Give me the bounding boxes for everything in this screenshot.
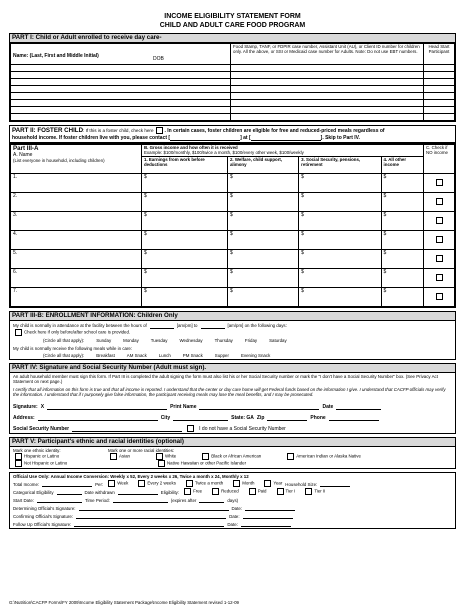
no-income-header: C. Check if NO income [424,145,455,174]
signature-field[interactable] [47,403,167,410]
eligibility-tier-checkbox[interactable] [212,488,219,495]
city-field[interactable] [173,414,228,421]
determining-date-label: Date: [231,506,242,512]
eligibility-tier-wrapper [247,488,267,495]
meals-row [13,353,452,358]
no-income-cell [424,287,455,306]
participant-row [11,65,455,72]
no-ssn-label: I do not have a Social Security Number [199,425,286,432]
form-subtitle: CHILD AND ADULT CARE FOOD PROGRAM [159,22,306,29]
case-number-cell[interactable] [231,107,424,114]
ethnic-not-hispanic: Not Hispanic or Latino [24,460,68,466]
ssn-field[interactable] [72,425,182,432]
participant-name-cell[interactable] [11,65,231,72]
case-number-cell[interactable] [231,79,424,86]
part2-heading: PART II: FOSTER CHILD [12,126,84,134]
circle-meals-label: (Circle all that apply): [43,352,85,358]
part3a-title: Part III-A [13,145,39,152]
print-name-field[interactable] [199,403,319,410]
other-income-cell[interactable]: $ [381,173,423,192]
confirming-signature-field[interactable] [76,512,226,519]
day-option[interactable]: Wednesday [179,337,203,343]
am-pm-to: [am/pm] to [176,323,198,329]
confirming-date-label: Date: [229,514,240,520]
race-white: White [164,453,177,459]
member-name-cell[interactable] [11,230,142,249]
frequency-wrapper [231,480,254,487]
per-label: Per: [95,482,104,488]
frequency-checkbox[interactable] [233,480,240,487]
participant-name-cell[interactable] [11,79,231,86]
part3b-section [9,311,456,360]
no-income-checkbox[interactable] [436,198,443,205]
part5-section [9,437,456,469]
earnings-cell[interactable]: $ [142,287,228,306]
circle-days-label: (Circle all that apply): [43,337,85,343]
frequency-checkbox[interactable] [186,480,193,487]
case-number-cell[interactable] [231,93,424,100]
social-security-cell[interactable]: $ [299,173,381,192]
earnings-cell[interactable]: $ [142,192,228,211]
welfare-cell[interactable]: $ [227,230,298,249]
household-size-field[interactable] [320,480,350,487]
case-number-cell[interactable] [231,86,424,93]
no-income-cell [424,211,455,230]
zip-field[interactable] [267,414,307,421]
b-income-example: Example: $100/monthly, $100/twice a month, $100/every other week, $100/weekly [144,150,304,156]
categorical-label: Categorical Eligibility [13,490,54,496]
part4-instruction: An adult household member must sign this form. If Part III is completed the adult signing the form must also list his or her Social Security number or mark the "I don't have a Social Security Number" box. (See Privacy Act Statement on next page.) [13,374,438,385]
row-number: 5. [13,249,18,256]
total-income-field[interactable] [42,480,92,487]
member-name-cell[interactable] [11,192,142,211]
race-black: Black or African American [211,453,262,459]
dob-label: DOB [153,56,164,62]
part2-text4: ] at [ [240,135,251,141]
earnings-cell[interactable]: $ [142,173,228,192]
head-start-cell[interactable] [424,93,455,100]
part1-section [9,33,456,122]
date-label: Date [322,403,334,410]
frequency-wrapper [262,480,282,487]
other-income-cell[interactable]: $ [381,268,423,287]
earnings-cell[interactable]: $ [142,230,228,249]
participant-row [11,114,455,121]
part2-section [9,125,456,143]
name-label: Name: (Last, First and Middle Initial) [13,53,99,59]
other-income-cell[interactable]: $ [381,230,423,249]
no-income-checkbox[interactable] [436,274,443,281]
part3a-rows [11,173,455,306]
days-label: days) [227,498,239,504]
household-size-label: Household Size: [285,482,318,488]
ethnic-hispanic: Hispanic or Latino [24,453,60,459]
a-name-label: A. Name [13,152,33,158]
part2-text1: : If this is a foster child, check here [83,127,154,133]
other-income-cell[interactable]: $ [381,249,423,268]
after-school-checkbox[interactable] [15,329,22,336]
member-name-cell[interactable] [11,249,142,268]
conversion-text: Annual Income Conversion: Weekly x 52, Every 2 weeks x 26, Twice a month x 24, Monthly x 12 [50,474,249,480]
participant-row [11,93,455,100]
col-social-security: 3. Social Security, pensions, retirement [299,156,381,173]
participant-row [11,72,455,79]
ethnic-label: Mark one ethnic identity: [13,447,61,453]
other-income-cell[interactable]: $ [381,211,423,230]
start-hour-field[interactable] [150,322,174,329]
income-header [142,145,424,157]
participant-name-cell[interactable] [11,86,231,93]
head-start-cell[interactable] [424,65,455,72]
frequency-options [106,480,282,487]
frequency-wrapper [184,480,223,487]
part4-section [9,363,456,434]
col-welfare: 2. Welfare, child support, alimony [227,156,298,173]
case-number-cell[interactable] [231,100,424,107]
am-pm-days: [am/pm] on the following days: [227,323,287,329]
head-start-cell[interactable] [424,79,455,86]
no-income-cell [424,249,455,268]
print-name-label: Print Name [170,403,197,410]
other-income-cell[interactable]: $ [381,287,423,306]
part1-heading: PART I: Child or Adult enrolled to receive day care- [10,34,455,43]
signature-label: Signature: [13,403,38,410]
no-income-checkbox[interactable] [436,255,443,262]
part1-rows [11,65,455,121]
eligibility-label: Eligibility: [160,490,180,496]
col-earnings: 1. Earnings from work before deductions [142,156,228,173]
end-hour-field[interactable] [201,322,225,329]
social-security-cell[interactable]: $ [299,268,381,287]
participant-name-cell[interactable] [11,114,231,121]
eligibility-tier-wrapper [275,488,296,495]
contact-phone-field[interactable] [251,134,321,141]
participant-row [11,86,455,93]
head-start-cell[interactable] [424,72,455,79]
social-security-cell[interactable]: $ [299,249,381,268]
household-member-row [11,249,455,268]
race-pacific-islander: Native Hawaiian or other Pacific Islander [167,460,247,466]
official-label: Official Use Only: [13,474,50,480]
hispanic-checkbox[interactable] [15,453,22,460]
no-income-cell [424,192,455,211]
case-number-cell[interactable] [231,65,424,72]
date-field[interactable] [336,403,381,410]
racial-label: Mark one or more racial identities: [108,447,175,453]
determining-signature-field[interactable] [79,504,229,511]
confirming-label: Confirming Official's Signature: [13,514,74,520]
welfare-cell[interactable]: $ [227,173,298,192]
member-name-cell[interactable] [11,287,142,306]
total-income-label: Total Income: [13,482,40,488]
no-income-checkbox[interactable] [436,179,443,186]
member-name-cell[interactable] [11,211,142,230]
other-income-cell[interactable]: $ [381,192,423,211]
participant-name-cell[interactable] [11,93,231,100]
head-start-cell[interactable] [424,107,455,114]
eligibility-tier-wrapper [182,488,202,495]
household-member-row [11,230,455,249]
black-checkbox[interactable] [202,453,209,460]
row-number: 6. [13,268,18,275]
date-withdrawn-label: Date withdrawn [84,490,115,496]
footer-path: G:\Nutrition\CACFP Forms\FY 2009\Income Eligibility Statement Package\Income Eligibility Statement revised 1-12-09 [9,600,239,605]
head-start-header: Head Start Participant [424,44,455,65]
no-income-cell [424,230,455,249]
eligibility-options [182,488,325,495]
welfare-cell[interactable]: $ [227,211,298,230]
part3a-section [9,143,456,308]
welfare-cell[interactable]: $ [227,249,298,268]
follow-up-date-label: Date: [227,522,238,528]
no-income-cell [424,268,455,287]
eligibility-tier-checkbox[interactable] [277,488,284,495]
eligibility-tier-checkbox[interactable] [305,488,312,495]
asian-checkbox[interactable] [110,453,117,460]
participant-row [11,107,455,114]
row-number: 3. [13,211,18,218]
welfare-cell[interactable]: $ [227,268,298,287]
day-option[interactable]: Tuesday [150,337,168,343]
determining-date-field[interactable] [245,504,295,511]
eligibility-tier-checkbox[interactable] [184,488,191,495]
ssn-label: Social Security Number [13,425,70,432]
welfare-cell[interactable]: $ [227,287,298,306]
frequency-checkbox[interactable] [264,480,271,487]
member-name-cell[interactable] [11,173,142,192]
eligibility-tier-checkbox[interactable] [249,488,256,495]
contact-name-field[interactable] [170,134,240,141]
frequency-label: Month [242,481,255,487]
frequency-wrapper [106,480,128,487]
phone-label: Phone [310,414,326,421]
col-other-income: 4. All other income [381,156,423,173]
days-row [13,338,452,343]
social-security-cell[interactable]: $ [299,287,381,306]
date-withdrawn-field[interactable] [118,488,158,495]
name-col-header [11,145,142,174]
household-member-row [11,268,455,287]
eligibility-tier-label: Reduced [221,489,239,495]
household-member-row [11,287,455,306]
pacific-islander-checkbox[interactable] [158,460,165,467]
b-income-label: B. Gross income and how often it is received [144,145,238,150]
day-option[interactable]: Friday [244,337,258,343]
part4-heading: PART IV: Signature and Social Security Number (Adult must sign). [10,364,455,373]
part3a-table [10,144,455,307]
name-header-cell [11,44,231,65]
row-number: 4. [13,230,18,237]
foster-checkbox[interactable] [156,127,163,134]
meal-option[interactable]: Supper [214,352,229,358]
start-date-label: Start Date: [13,498,34,504]
eligibility-tier-label: Paid [257,489,267,495]
participant-row [11,100,455,107]
meal-option[interactable]: Breakfast [96,352,115,358]
categorical-field[interactable] [57,488,82,495]
frequency-wrapper [136,480,176,487]
time-period-field[interactable] [113,496,168,503]
meal-option[interactable]: Evening Snack [240,352,271,358]
time-period-label: Time Period: [85,498,110,504]
follow-up-signature-field[interactable] [74,520,224,527]
earnings-cell[interactable]: $ [142,211,228,230]
no-ssn-checkbox[interactable] [187,425,194,432]
day-option[interactable]: Monday [123,337,139,343]
eligibility-tier-label: Free [193,489,203,495]
part5-heading: PART V: Participant's ethnic and racial identities (optional) [10,438,455,447]
head-start-cell[interactable] [424,114,455,121]
head-start-cell[interactable] [424,100,455,107]
a-name-sub: (List everyone in household, including children) [13,158,105,163]
zip-label: Zip [256,414,265,421]
address-label: Address: [13,414,35,421]
meal-option[interactable]: PM Snack [182,352,203,358]
state-label: State: GA [231,414,254,421]
case-number-cell[interactable] [231,114,424,121]
row-number: 2. [13,192,18,199]
follow-up-date-field[interactable] [241,520,291,527]
day-option[interactable]: Sunday [96,337,112,343]
meal-option[interactable]: AM Snack [126,352,147,358]
eligibility-tier-label: Tier II [314,489,326,495]
address-field[interactable] [38,414,158,421]
frequency-label: Year [273,481,283,487]
race-american-indian: American Indian or Alaska Native [296,453,361,459]
city-label: City [160,414,171,421]
frequency-label: Every 2 weeks [147,481,176,487]
expires-field[interactable] [199,496,224,503]
meal-option[interactable]: Lunch [158,352,171,358]
expires-label: (expires after [170,498,197,504]
part2-text5: ]. Skip to Part IV. [320,135,360,141]
social-security-cell[interactable]: $ [299,230,381,249]
household-member-row [11,192,455,211]
hours-text: My child is normally in attendance at the facility between the hours of [13,323,147,329]
participant-row [11,79,455,86]
row-number: 7. [13,287,18,294]
start-date-field[interactable] [37,496,82,503]
meals-text: My child is normally receive the following meals while in care: [13,346,133,352]
frequency-checkbox[interactable] [138,480,145,487]
social-security-cell[interactable]: $ [299,192,381,211]
case-number-cell[interactable] [231,72,424,79]
row-number: 1. [13,173,18,180]
no-income-checkbox[interactable] [436,217,443,224]
x-mark: X [40,403,45,410]
earnings-cell[interactable]: $ [142,268,228,287]
social-security-cell[interactable]: $ [299,211,381,230]
no-income-cell [424,173,455,192]
phone-field[interactable] [329,414,379,421]
white-checkbox[interactable] [156,453,163,460]
case-number-header: Food Stamp, TANF, or FDPIR case number, Assistant Unit (AU), or Client ID number for children only. All the above, or SSI or Medicaid case number for Adults. Note: Do not use EBT numbers. [231,44,424,65]
eligibility-tier-wrapper [210,488,239,495]
participant-name-cell[interactable] [11,72,231,79]
determining-label: Determining Official's Signature: [13,506,76,512]
household-member-row [11,173,455,192]
no-income-checkbox[interactable] [436,293,443,300]
certify-text: I certify that all information on this form is true and that all income is reported. I understand that the center or day care home will get Federal funds based on the information I give. I understand that CACFP officials may verify the information. I understand that if I purposely give false information, the participant receiving meals may lose the meal benefits, and I may be prosecuted. [13,386,446,398]
eligibility-tier-wrapper [303,488,325,495]
official-use-section [9,472,456,529]
not-hispanic-checkbox[interactable] [15,460,22,467]
day-option[interactable]: Thursday [214,337,233,343]
participant-name-cell[interactable] [11,100,231,107]
household-member-row [11,211,455,230]
follow-up-label: Follow Up Official's Signature: [13,522,72,528]
day-option[interactable]: Saturday [269,337,287,343]
part3b-heading: PART III-B: ENROLLMENT INFORMATION: Children Only [10,312,455,321]
welfare-cell[interactable]: $ [227,192,298,211]
earnings-cell[interactable]: $ [142,249,228,268]
american-indian-checkbox[interactable] [287,453,294,460]
frequency-label: Twice a month [194,481,224,487]
eligibility-tier-label: Tier I [285,489,296,495]
head-start-cell[interactable] [424,86,455,93]
frequency-checkbox[interactable] [108,480,115,487]
member-name-cell[interactable] [11,268,142,287]
participant-name-cell[interactable] [11,107,231,114]
frequency-label: Week [117,481,129,487]
no-income-checkbox[interactable] [436,236,443,243]
form-title: INCOME ELIGIBILITY STATEMENT FORM [164,13,301,20]
after-school-label: Check here if only before/after school care is provided. [24,329,131,335]
confirming-date-field[interactable] [243,512,293,519]
part2-text3: household income. If foster children live with you, please contact [ [12,135,171,141]
part2-text2: . In certain cases, foster children are eligible for free and reduced-priced meals regardless of [164,127,385,134]
race-asian: Asian [119,453,130,459]
part1-table [10,43,455,121]
